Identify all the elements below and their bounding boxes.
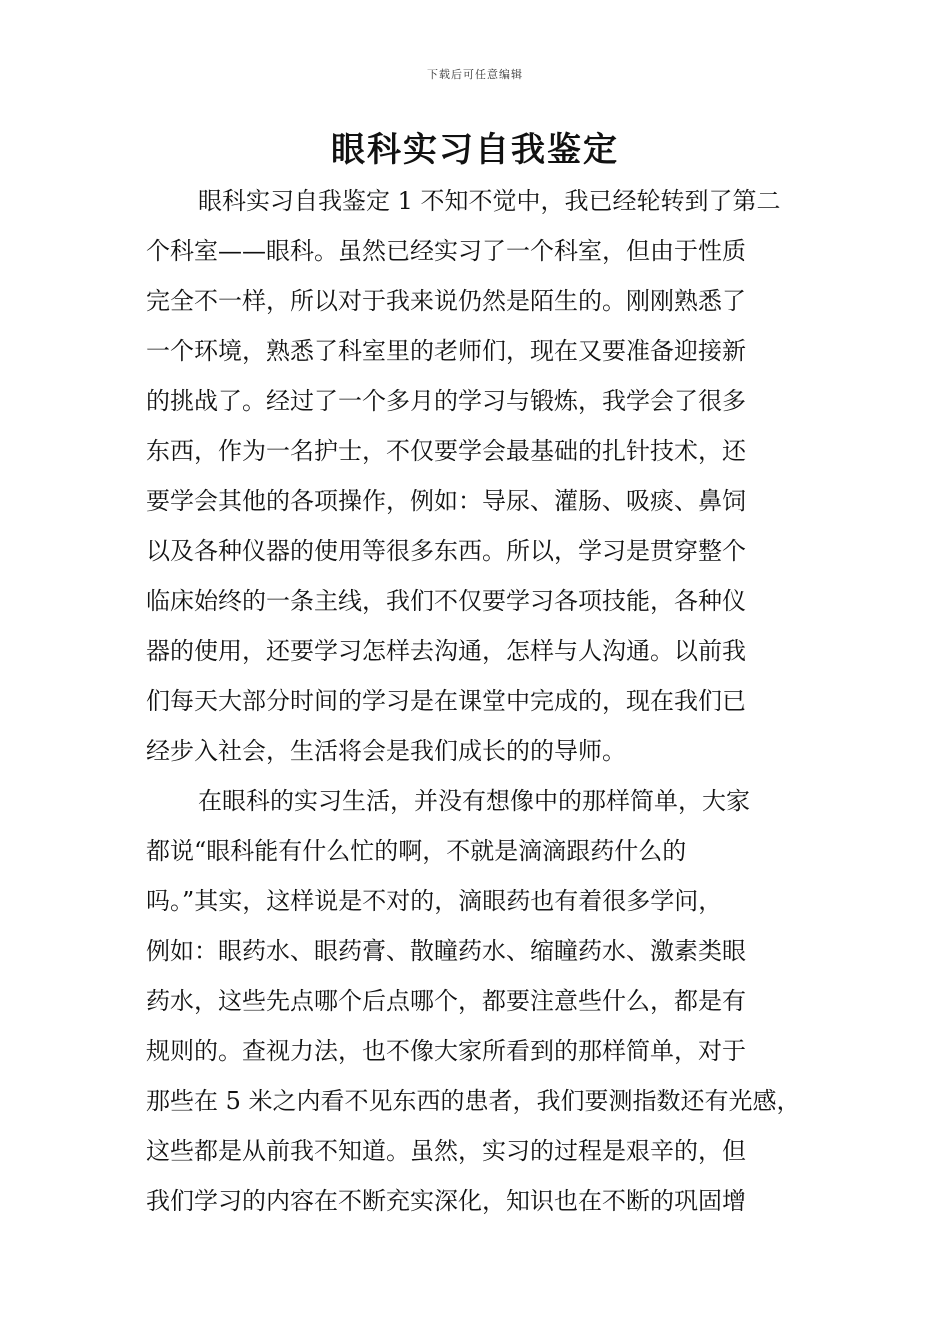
paragraph-2-line: 规则的。查视力法，也不像大家所看到的那样简单，对于 (146, 1037, 746, 1065)
paragraph-1-line: 完全不一样，所以对于我来说仍然是陌生的。刚刚熟悉了 (146, 287, 746, 315)
paragraph-1-line: 的挑战了。经过了一个多月的学习与锻炼，我学会了很多 (146, 387, 746, 415)
paragraph-1-line: 眼科实习自我鉴定 1 不知不觉中，我已经轮转到了第二 (198, 187, 781, 215)
paragraph-1-line: 临床始终的一条主线，我们不仅要学习各项技能，各种仪 (146, 587, 746, 615)
paragraph-2-line: 药水，这些先点哪个后点哪个，都要注意些什么，都是有 (146, 987, 746, 1015)
paragraph-2-line: 在眼科的实习生活，并没有想像中的那样简单，大家 (198, 787, 750, 815)
header-note: 下载后可任意编辑 (427, 68, 523, 81)
paragraph-1-line: 要学会其他的各项操作，例如：导尿、灌肠、吸痰、鼻饲 (146, 487, 746, 515)
paragraph-2-line: 例如：眼药水、眼药膏、散瞳药水、缩瞳药水、激素类眼 (146, 937, 746, 965)
paragraph-1-line: 器的使用，还要学习怎样去沟通，怎样与人沟通。以前我 (146, 637, 746, 665)
paragraph-2-line: 都说“眼科能有什么忙的啊，不就是滴滴跟药什么的 (146, 837, 687, 865)
paragraph-1-line: 经步入社会，生活将会是我们成长的的导师。 (146, 737, 626, 765)
paragraph-1-line: 们每天大部分时间的学习是在课堂中完成的，现在我们已 (146, 687, 746, 715)
paragraph-1-line: 个科室——眼科。虽然已经实习了一个科室，但由于性质 (146, 237, 746, 265)
document-title: 眼科实习自我鉴定 (331, 130, 619, 170)
paragraph-2-line: 吗。”其实，这样说是不对的，滴眼药也有着很多学问， (146, 887, 723, 915)
document-body (146, 176, 810, 1226)
paragraph-1-line: 以及各种仪器的使用等很多东西。所以，学习是贯穿整个 (146, 537, 746, 565)
paragraph-1-line: 一个环境，熟悉了科室里的老师们，现在又要准备迎接新 (146, 337, 746, 365)
paragraph-2-line: 这些都是从前我不知道。虽然，实习的过程是艰辛的，但 (146, 1137, 746, 1165)
paragraph-2-line: 我们学习的内容在不断充实深化，知识也在不断的巩固增 (146, 1187, 746, 1215)
paragraph-1-line: 东西，作为一名护士，不仅要学会最基础的扎针技术，还 (146, 437, 746, 465)
paragraph-2-line: 那些在 5 米之内看不见东西的患者，我们要测指数还有光感， (146, 1087, 801, 1115)
